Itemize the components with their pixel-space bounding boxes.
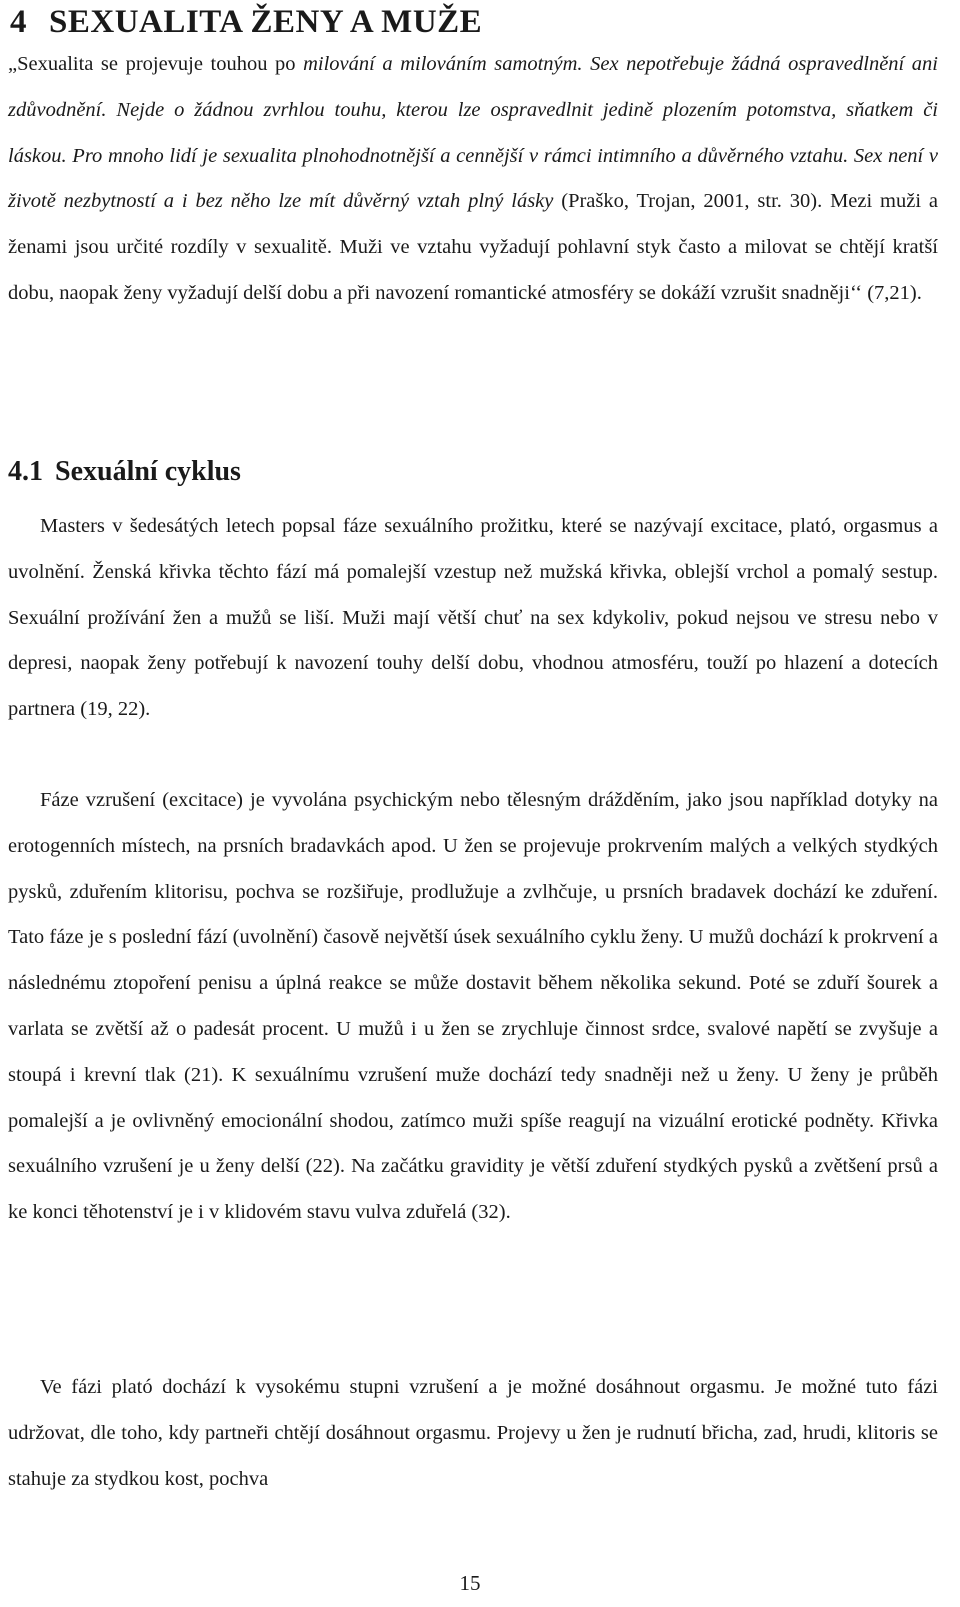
section-heading — [8, 452, 241, 492]
body-paragraph-1: Masters v šedesátých letech popsal fáze sexuálního prožitku, které se nazývají excitace, plató, orgasmus a uvolnění. Ženská křivka těchto fází má pomalejší vzestup než mužská křivka, oblejší vrchol a pomalý sestup. Sexuální prožívání žen a mužů se liší. Muži mají větší chuť na sex kdykoliv, pokud nejsou ve stresu nebo v depresi, naopak ženy potřebují k navození touhy delší dobu, vhodnou atmosféru, touží po hlazení a dotecích partnera (19, 22). — [8, 515, 938, 721]
chapter-heading — [10, 0, 482, 44]
body-paragraph-2: Fáze vzrušení (excitace) je vyvolána psychickým nebo tělesným drážděním, jako jsou například dotyky na erotogenních místech, na prsních bradavkách apod. U žen se projevuje prokrvením malých a velkých stydkých pysků, zduřením klitorisu, pochva se rozšiřuje, prodlužuje a zvlhčuje, u prsních bradavek dochází ke zduření. Tato fáze je s poslední fází (uvolnění) časově největší úsek sexuálního cyklu ženy. U mužů dochází k prokrvení a následnému ztopoření penisu a úplná reakce se může dostavit během několika sekund. Poté se zduří šourek a varlata se zvětší až o padesát procent. U mužů i u žen se zrychluje činnost srdce, svalové napětí se zvyšuje a stoupá i krevní tlak (21). K sexuálnímu vzrušení muže dochází tedy snadněji než u ženy. U ženy je průběh pomalejší a je ovlivněný emocionální shodou, zatímco muži spíše reagují na vizuální erotické podněty. Křivka sexuálního vzrušení je u ženy delší (22). Na začátku gravidity je větší zduření stydkých pysků a zvětšení prsů a ke konci těhotenství je i v klidovém stavu vulva zduřelá (32). — [8, 789, 938, 1224]
intro-quote-open: „Sexualita se projevuje touhou po — [8, 53, 304, 75]
chapter-number: 4 — [10, 4, 27, 40]
intro-paragraph — [8, 42, 938, 317]
body-paragraph-3: Ve fázi plató dochází k vysokému stupni vzrušení a je možné dosáhnout orgasmu. Je možné tuto fázi udržovat, dle toho, kdy partneři chtějí dosáhnout orgasmu. Projevy u žen je rudnutí břicha, zad, hrudi, klitoris se stahuje za stydkou kost, pochva — [8, 1376, 938, 1490]
intro-citation: (Praško, Trojan, 2001, str. 30). Mezi muži a ženami jsou určité rozdíly v sexualitě. Muži ve vztahu vyžadují pohlavní styk často a milovat se chtějí kratší dobu, naopak ženy vyžadují delší dobu a při navození romantické atmosféry se dokáží vzrušit snadněji‘‘ (7,21). — [8, 190, 939, 304]
page-number: 15 — [459, 1571, 481, 1595]
section-title: Sexuální cyklus — [55, 456, 241, 487]
chapter-title: SEXUALITA ŽENY A MUŽE — [49, 4, 483, 40]
intro-quote-italic: milování a milováním samotným. Sex nepotřebuje žádná ospravedlnění ani zdůvodnění. Nejde o žádnou zvrhlou touhu, kterou lze ospravedlnit jedině plozením potomstva, sňatkem či láskou. Pro mnoho lidí je sexualita plnohodnotnější a cennější v rámci intimního a důvěrného vztahu. Sex není v životě nezbytností a i bez něho lze mít důvěrný vztah plný lásky — [8, 53, 938, 213]
section-number: 4.1 — [8, 456, 43, 487]
